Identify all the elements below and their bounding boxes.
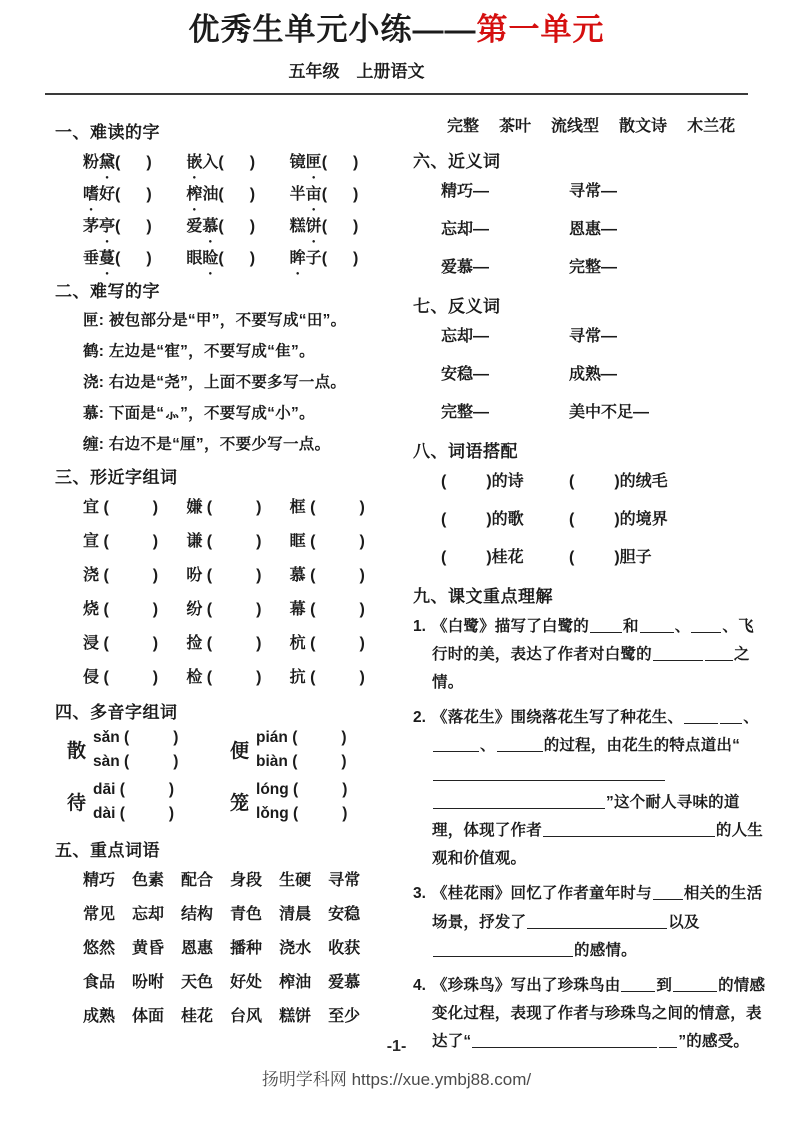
dotted-char: 眸 ●: [290, 245, 306, 268]
key-words-continued: [413, 111, 769, 136]
answer-parens: ( ): [119, 804, 175, 822]
similar-char-row: [83, 664, 393, 687]
comprehension-item: [413, 704, 769, 873]
key-word: 浇水: [279, 939, 312, 957]
note-head-char: 鹤:: [83, 342, 105, 360]
char: 入: [202, 153, 219, 171]
similar-char-item: 眶 ( ): [289, 532, 365, 550]
fill-in-blank: [653, 886, 683, 900]
similar-char-item: 侵 ( ): [83, 668, 159, 686]
page-number: -1-: [386, 1038, 407, 1055]
worksheet-header: [0, 0, 793, 82]
collocation-item: ( )的境界: [569, 510, 668, 528]
fill-in-blank: [653, 647, 703, 661]
answer-parens: ( ): [103, 634, 159, 652]
note-head-char: 浇:: [83, 373, 105, 391]
hard-write-note: 慕: 下面是“⺗”，不要写成“小”。: [83, 404, 315, 422]
fill-in-blank: [673, 978, 717, 992]
section-heading-comprehension: 九、课文重点理解: [413, 586, 553, 606]
answer-parens: ( ): [103, 600, 159, 618]
collocation-row: [441, 506, 769, 529]
antonym-pair-row: [441, 323, 769, 346]
answer-parens: ( ): [569, 510, 620, 528]
answer-parens: ( ): [124, 728, 179, 746]
answer-parens: ( ): [218, 153, 256, 171]
section-heading-hard-read: 一、难读的字: [55, 122, 160, 142]
answer-parens: ( ): [441, 510, 492, 528]
similar-char-row: [83, 630, 393, 653]
collocation-item: ( )桂花: [441, 548, 524, 566]
fill-in-blank: [705, 647, 733, 661]
fill-in-blank: [691, 619, 721, 633]
fill-in-blank: [433, 795, 605, 809]
word-item: [290, 213, 393, 236]
key-word: 吩咐: [132, 973, 165, 991]
polyphone-char: 待: [67, 793, 87, 815]
section-heading-polyphones: 四、多音字组词: [55, 702, 178, 722]
item-text: 《白鹭》描写了白鹭的 和 、 、飞行时的美，表达了作者对白鹭的 之情。: [432, 617, 754, 692]
key-words-row: [83, 935, 393, 958]
char: 半: [289, 185, 306, 203]
fill-in-blank: [527, 915, 667, 929]
answer-parens: ( ): [218, 217, 256, 235]
key-word: 食品: [83, 973, 116, 991]
fill-in-blank: [720, 710, 742, 724]
word-item: [186, 245, 289, 268]
answer-parens: ( ): [310, 600, 365, 618]
answer-parens: ( ): [310, 668, 365, 686]
item-text: 《落花生》围绕落花生写了种花生、 、、 的过程，由花生的特点道出“”这个耐人寻味的道理，体现了作者 的人生观和价值观。: [432, 709, 764, 868]
key-word: 好处: [230, 973, 263, 991]
answer-parens: ( ): [115, 217, 152, 235]
similar-char-row: [83, 528, 393, 551]
answer-parens: ( ): [115, 153, 152, 171]
item-text: 《珍珠鸟》写出了珍珠鸟由 到 的情感变化过程，表现了作者与珍珠鸟之间的情意，表达了“ ”的感受。: [432, 977, 766, 1051]
answer-parens: ( ): [441, 472, 492, 490]
comprehension-item: [413, 613, 769, 698]
key-word: 身段: [230, 871, 263, 889]
answer-parens: ( ): [292, 728, 347, 746]
fill-in-blank: [433, 738, 479, 752]
right-column: [413, 111, 769, 1064]
key-words-grid: [55, 867, 393, 1026]
collocation-row: [441, 544, 769, 567]
key-word: 恩惠: [181, 939, 214, 957]
similar-char-item: 杭 ( ): [289, 634, 365, 652]
similar-char-item: 捡 ( ): [186, 634, 262, 652]
dotted-char: 榨 ●: [186, 181, 202, 204]
polyphone-reading: lóng ( ): [256, 780, 348, 798]
answer-parens: ( ): [206, 532, 262, 550]
char: 眼: [186, 249, 203, 267]
answer-parens: ( ): [310, 634, 365, 652]
key-word: 生硬: [279, 871, 312, 889]
answer-parens: ( ): [206, 634, 262, 652]
key-word: 收获: [328, 939, 361, 957]
similar-char-item: 框 ( ): [289, 498, 365, 516]
section-heading-key-words: 五、重点词语: [55, 840, 160, 860]
section-heading-similar-chars: 三、形近字组词: [55, 467, 178, 487]
answer-parens: ( ): [124, 752, 179, 770]
page-subtitle: 五年级 上册语文: [288, 61, 425, 81]
answer-parens: ( ): [569, 548, 620, 566]
key-word: 安稳: [328, 905, 361, 923]
answer-parens: ( ): [103, 668, 159, 686]
synonym-pair: 爱慕—: [441, 258, 490, 276]
dotted-char: 慕 ●: [202, 213, 218, 236]
polyphone-group: [67, 781, 230, 823]
answer-parens: ( ): [206, 498, 262, 516]
dotted-char: 睑 ●: [202, 245, 218, 268]
key-words-row: [83, 969, 393, 992]
char: 爱: [186, 217, 203, 235]
collocation-item: ( )胆子: [569, 548, 652, 566]
dotted-char: 亩 ●: [306, 181, 322, 204]
key-word: 悠然: [83, 939, 116, 957]
key-word: 散文诗: [619, 117, 668, 135]
fill-in-blank: [433, 767, 665, 781]
similar-char-item: 宜 ( ): [83, 498, 159, 516]
fill-in-blank: [497, 738, 543, 752]
antonym-pair: 完整—: [441, 403, 490, 421]
answer-parens: ( ): [115, 185, 152, 203]
answer-parens: ( ): [115, 249, 152, 267]
similar-char-row: [83, 494, 393, 517]
page-title: [0, 12, 793, 48]
key-words-row: [83, 901, 393, 924]
synonym-pair: 精巧—: [441, 182, 490, 200]
answer-parens: ( ): [218, 249, 256, 267]
answer-parens: ( ): [321, 153, 359, 171]
char: 油: [202, 185, 219, 203]
similar-char-item: 幕 ( ): [289, 600, 365, 618]
polyphone-readings: [93, 781, 174, 823]
hard-write-notes: [55, 308, 393, 454]
similar-char-row: [83, 596, 393, 619]
key-word: 色素: [132, 871, 165, 889]
dotted-char: 黛 ●: [99, 149, 115, 172]
char: 茅: [83, 217, 100, 235]
polyphone-group: [67, 729, 230, 771]
comprehension-items: [413, 613, 769, 1057]
synonym-pair: 忘却—: [441, 220, 490, 238]
key-word: 天色: [181, 973, 214, 991]
char: 粉: [83, 153, 100, 171]
section-heading-antonyms: 七、反义词: [413, 296, 501, 316]
key-word: 结构: [181, 905, 214, 923]
note-head-char: 匣:: [83, 311, 105, 329]
similar-char-item: 检 ( ): [186, 668, 262, 686]
hard-write-note: 缠: 右边不是“厘”，不要少写一点。: [83, 435, 331, 453]
word-row: [83, 213, 393, 236]
hard-write-note: 浇: 右边是“尧”，上面不要多写一点。: [83, 373, 347, 391]
page-title-unit-red: 第一单元: [476, 12, 605, 47]
collocation-row: [441, 468, 769, 491]
key-word: 茶叶: [499, 117, 532, 135]
key-words-row: [83, 867, 393, 890]
section-heading-collocations: 八、词语搭配: [413, 441, 518, 461]
similar-char-item: 纷 ( ): [186, 600, 262, 618]
antonym-pair: 寻常—: [569, 327, 618, 345]
word-row: [83, 245, 393, 268]
collocation-item: ( )的歌: [441, 510, 524, 528]
similar-char-item: 宣 ( ): [83, 532, 159, 550]
left-column: [55, 111, 393, 1064]
key-word: 木兰花: [687, 117, 736, 135]
word-item: [186, 181, 289, 204]
key-word: 成熟: [83, 1007, 116, 1025]
polyphone-group: [230, 729, 393, 771]
fill-in-blank: [621, 978, 655, 992]
section-heading-hard-write: 二、难写的字: [55, 281, 160, 301]
key-word: 榨油: [279, 973, 312, 991]
answer-parens: ( ): [103, 566, 159, 584]
key-word: 桂花: [181, 1007, 214, 1025]
dotted-char: 嵌 ●: [186, 149, 202, 172]
word-item: [83, 245, 186, 268]
word-item: [83, 181, 186, 204]
polyphone-reading: dài ( ): [93, 804, 175, 822]
key-word: 流线型: [551, 117, 600, 135]
char: 镜: [289, 153, 306, 171]
answer-parens: ( ): [321, 249, 359, 267]
polyphone-readings: [256, 729, 347, 771]
comprehension-item: [413, 880, 769, 965]
char: 子: [305, 249, 322, 267]
key-word: 精巧: [83, 871, 116, 889]
dotted-char: 饼 ●: [306, 213, 322, 236]
key-word: 配合: [181, 871, 214, 889]
word-item: [290, 245, 393, 268]
key-word: 忘却: [132, 905, 165, 923]
word-row: [83, 181, 393, 204]
dotted-char: 嗜 ●: [83, 181, 99, 204]
answer-parens: ( ): [310, 498, 365, 516]
answer-parens: ( ): [310, 532, 365, 550]
key-word: 青色: [230, 905, 263, 923]
answer-parens: ( ): [321, 217, 359, 235]
note-head-char: 缠:: [83, 435, 105, 453]
word-row: [83, 149, 393, 172]
similar-char-item: 浇 ( ): [83, 566, 159, 584]
key-words-row: [83, 1003, 393, 1026]
key-word: 台风: [230, 1007, 263, 1025]
synonym-pair: 完整—: [569, 258, 618, 276]
hard-write-note: 鹤: 左边是“寉”，不要写成“隹”。: [83, 342, 315, 360]
answer-parens: ( ): [103, 532, 159, 550]
polyphone-reading: dāi ( ): [93, 780, 175, 798]
footer-site-link: 扬明学科网 https://xue.ymbj88.com/: [261, 1070, 532, 1089]
similar-char-item: 烧 ( ): [83, 600, 159, 618]
synonym-pair: 恩惠—: [569, 220, 618, 238]
similar-char-item: 慕 ( ): [289, 566, 365, 584]
note-head-char: 慕:: [83, 404, 105, 422]
antonym-pair: 忘却—: [441, 327, 490, 345]
polyphone-readings: [256, 781, 347, 823]
fill-in-blank: [543, 823, 715, 837]
similar-char-grid: [55, 494, 393, 687]
key-word: 清晨: [279, 905, 312, 923]
synonym-pair-row: [441, 254, 769, 277]
answer-parens: ( ): [292, 752, 347, 770]
page-title-black: 优秀生单元小练——: [188, 12, 477, 47]
section-heading-synonyms: 六、近义词: [413, 151, 501, 171]
key-word: 爱慕: [328, 973, 361, 991]
answer-parens: ( ): [103, 498, 159, 516]
synonym-pair: 寻常—: [569, 182, 618, 200]
similar-char-item: 吩 ( ): [186, 566, 262, 584]
answer-parens: ( ): [206, 668, 262, 686]
similar-char-item: 浸 ( ): [83, 634, 159, 652]
word-item: [83, 149, 186, 172]
item-number: 1.: [413, 617, 426, 635]
polyphone-char: 笼: [230, 793, 250, 815]
key-word: 常见: [83, 905, 116, 923]
answer-parens: ( ): [119, 780, 175, 798]
two-column-body: [0, 95, 793, 1064]
polyphone-char: 散: [67, 741, 87, 763]
answer-parens: ( ): [293, 780, 348, 798]
antonym-pair: 安稳—: [441, 365, 490, 383]
item-text: 《桂花雨》回忆了作者童年时与 相关的生活场景，抒发了 以及的感情。: [432, 885, 763, 959]
answer-parens: ( ): [441, 548, 492, 566]
key-word: 体面: [132, 1007, 165, 1025]
key-word: 至少: [328, 1007, 361, 1025]
item-number: 3.: [413, 885, 426, 903]
key-word: 寻常: [328, 871, 361, 889]
char: 好: [99, 185, 116, 203]
antonym-pairs: [413, 323, 769, 422]
answer-parens: ( ): [218, 185, 256, 203]
synonym-pair-row: [441, 178, 769, 201]
antonym-pair-row: [441, 399, 769, 422]
answer-parens: ( ): [569, 472, 620, 490]
polyphone-group: [230, 781, 393, 823]
fill-in-blank: [640, 619, 674, 633]
key-word: 播种: [230, 939, 263, 957]
similar-char-item: 抗 ( ): [289, 668, 365, 686]
polyphone-reading: lǒng ( ): [256, 804, 348, 822]
key-words-row: [447, 113, 769, 136]
word-item: [290, 181, 393, 204]
fill-in-blank: [433, 943, 573, 957]
item-number: 4.: [413, 977, 426, 995]
answer-parens: ( ): [293, 804, 348, 822]
polyphone-reading: pián ( ): [256, 728, 347, 746]
answer-parens: ( ): [206, 566, 262, 584]
dotted-char: 蔓 ●: [99, 245, 115, 268]
antonym-pair-row: [441, 361, 769, 384]
antonym-pair: 美中不足—: [569, 403, 650, 421]
key-word: 黄昏: [132, 939, 165, 957]
char: 垂: [83, 249, 100, 267]
similar-char-item: 嫌 ( ): [186, 498, 262, 516]
polyphone-grid: [55, 729, 393, 823]
answer-parens: ( ): [206, 600, 262, 618]
collocation-item: ( )的绒毛: [569, 472, 668, 490]
word-item: [186, 149, 289, 172]
collocation-pairs: [413, 468, 769, 567]
answer-parens: ( ): [321, 185, 359, 203]
polyphone-char: 便: [230, 741, 250, 763]
synonym-pair-row: [441, 216, 769, 239]
dotted-char: 匣 ●: [306, 149, 322, 172]
polyphone-reading: sàn ( ): [93, 752, 179, 770]
hard-write-note: 匣: 被包部分是“甲”，不要写成“田”。: [83, 311, 347, 329]
fill-in-blank: [590, 619, 622, 633]
word-item: [186, 213, 289, 236]
antonym-pair: 成熟—: [569, 365, 618, 383]
fill-in-blank: [684, 710, 718, 724]
similar-char-item: 谦 ( ): [186, 532, 262, 550]
answer-parens: ( ): [310, 566, 365, 584]
word-item: [290, 149, 393, 172]
similar-char-row: [83, 562, 393, 585]
polyphone-readings: [93, 729, 178, 771]
key-word: 完整: [447, 117, 480, 135]
word-item: [83, 213, 186, 236]
polyphone-reading: biàn ( ): [256, 752, 347, 770]
item-number: 2.: [413, 709, 426, 727]
key-word: 糕饼: [279, 1007, 312, 1025]
hard-read-words: [55, 149, 393, 268]
char: 糕: [289, 217, 306, 235]
dotted-char: 亭 ●: [99, 213, 115, 236]
collocation-item: ( )的诗: [441, 472, 524, 490]
polyphone-reading: sǎn ( ): [93, 728, 179, 746]
synonym-pairs: [413, 178, 769, 277]
